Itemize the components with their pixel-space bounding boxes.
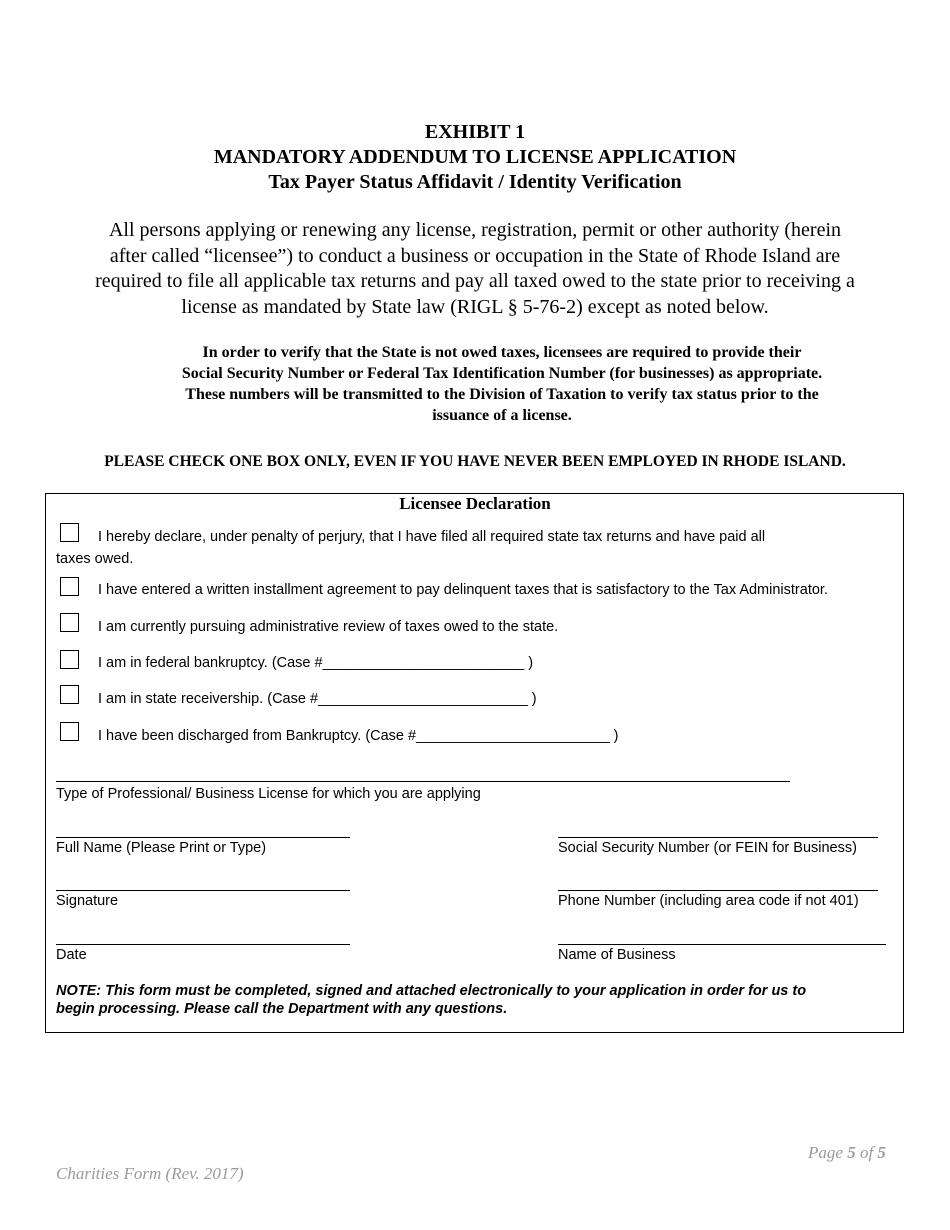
option-federal-bankruptcy-text: I am in federal bankruptcy. (Case #_________________________ ) [98,655,534,671]
checkbox-state-receivership[interactable] [60,685,79,704]
checkbox-discharged-bankruptcy[interactable] [60,722,79,741]
notice-line: issuance of a license. [432,407,572,424]
date-label: Date [56,947,87,963]
intro-line: All persons applying or renewing any license, registration, permit or other authority (herein [108,219,841,241]
notice-line: Social Security Number or Federal Tax Identification Number (for businesses) as appropriate. [181,365,823,382]
page-of: of [859,1143,874,1162]
verification-notice [112,342,892,426]
form-note [56,982,886,1018]
date-line[interactable] [56,944,350,945]
option-filed-all-returns-text-cont: taxes owed. [56,551,134,567]
option-filed-all-returns-text: I hereby declare, under penalty of perjury, that I have filed all required state tax returns and have paid all [98,529,766,545]
checkbox-federal-bankruptcy[interactable] [60,650,79,669]
license-type-label: Type of Professional/ Business License for which you are applying [56,786,481,802]
page-current: 5 [847,1143,856,1162]
licensee-declaration-box [45,493,904,1033]
notice-line: These numbers will be transmitted to the Division of Taxation to verify tax status prior to the [185,386,819,403]
business-name-line[interactable] [558,944,886,945]
business-name-label: Name of Business [558,947,676,963]
checkbox-administrative-review[interactable] [60,613,79,632]
checkbox-filed-all-returns[interactable] [60,523,79,542]
phone-label: Phone Number (including area code if not 401) [558,893,859,909]
option-discharged-bankruptcy-text: I have been discharged from Bankruptcy. (Case #________________________ ) [98,728,619,744]
full-name-label: Full Name (Please Print or Type) [56,840,267,856]
page-word: Page [808,1143,843,1162]
checkbox-installment-agreement[interactable] [60,577,79,596]
notice-line: In order to verify that the State is not owed taxes, licensees are required to provide their [202,344,802,361]
note-line: NOTE: This form must be completed, signed and attached electronically to your application in order for us to [56,983,807,999]
signature-line[interactable] [56,890,350,891]
license-type-line[interactable] [56,781,790,782]
form-title: MANDATORY ADDENDUM TO LICENSE APPLICATION [213,146,737,168]
option-installment-agreement-text: I have entered a written installment agreement to pay delinquent taxes that is satisfactory to the Tax Administrator. [98,582,828,598]
signature-label: Signature [56,893,119,909]
phone-line[interactable] [558,890,878,891]
note-line: begin processing. Please call the Department with any questions. [56,1001,508,1017]
full-name-line[interactable] [56,837,350,838]
form-subtitle: Tax Payer Status Affidavit / Identity Verification [268,171,682,193]
declaration-title: Licensee Declaration [399,494,551,513]
check-one-instruction: PLEASE CHECK ONE BOX ONLY, EVEN IF YOU HAVE NEVER BEEN EMPLOYED IN RHODE ISLAND. [104,453,846,470]
ssn-label: Social Security Number (or FEIN for Business) [558,840,857,856]
intro-line: after called “licensee”) to conduct a business or occupation in the State of Rhode Island are [109,244,841,267]
intro-paragraph [52,218,898,320]
form-revision-footer: Charities Form (Rev. 2017) [56,1164,244,1183]
page-total: 5 [877,1143,886,1162]
exhibit-heading: EXHIBIT 1 [424,121,526,143]
option-state-receivership-text: I am in state receivership. (Case #__________________________ ) [98,691,537,707]
option-administrative-review-text: I am currently pursuing administrative review of taxes owed to the state. [98,619,559,635]
intro-line: required to file all applicable tax returns and pay all taxed owed to the state prior to receiving a [95,270,855,292]
ssn-line[interactable] [558,837,878,838]
page-number [808,1143,886,1163]
intro-line: license as mandated by State law (RIGL § 5-76-2) except as noted below. [181,295,769,318]
